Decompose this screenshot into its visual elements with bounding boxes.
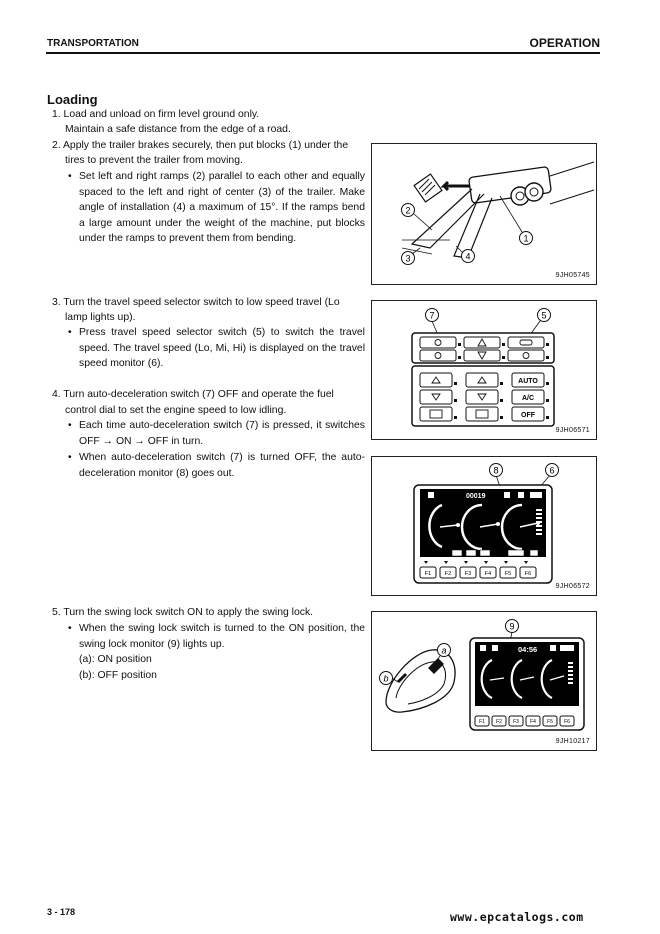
callout-b: b <box>383 673 389 684</box>
fkey-f1: F1 <box>479 719 485 725</box>
auto-button-label: AUTO <box>518 378 538 385</box>
figure-swing-lock <box>371 611 597 751</box>
step-5-bullet: When the swing lock switch is turned to the ON position, the swing lock monitor (9) lights up. <box>79 623 365 650</box>
fkey-f6: F6 <box>524 571 532 577</box>
fkey-f1: F1 <box>424 571 432 577</box>
switch-panel-illustration <box>372 301 596 439</box>
figure-switch-panel <box>371 300 597 440</box>
callout-1: 1 <box>523 233 529 244</box>
ac-button-label: A/C <box>521 395 535 402</box>
callout-7: 7 <box>429 310 435 321</box>
figure-monitor-panel <box>371 456 597 596</box>
callout-3: 3 <box>405 253 411 264</box>
figure-code: 9JH10217 <box>555 738 590 745</box>
bullet-icon: • <box>68 452 72 463</box>
step-5-off: (b): OFF position <box>79 670 157 681</box>
fkey-f3: F3 <box>464 571 472 577</box>
header-rule <box>46 52 600 54</box>
callout-2: 2 <box>405 205 411 216</box>
step-1-note: Maintain a safe distance from the edge of a road. <box>65 124 291 135</box>
callout-6: 6 <box>549 465 555 476</box>
fkey-f6: F6 <box>564 719 570 725</box>
figure-code: 9JH06572 <box>555 583 590 590</box>
fkey-f3: F3 <box>513 719 519 725</box>
step-3-cont: lamp lights up). <box>65 312 136 323</box>
step-3: 3. Turn the travel speed selector switch to low speed travel (Lo <box>52 297 340 308</box>
fkey-f5: F5 <box>504 571 512 577</box>
step-2-cont: tires to prevent the trailer from moving. <box>65 155 243 166</box>
callout-9: 9 <box>509 621 515 632</box>
page-number: 3 - 178 <box>47 907 76 917</box>
monitor-panel-illustration <box>372 457 596 595</box>
clock-readout: 04:56 <box>518 645 538 654</box>
step-2-bullet: Set left and right ramps (2) parallel to each other and equally spaced to the left and right of center (3) of the trailer. Make angle of installation (4) a maximum of 15°. If the ramps bend a large amount under the weight of the machine, put blocks under the ramps to prevent them from bending. <box>79 171 365 245</box>
step-4: 4. Turn auto-deceleration switch (7) OFF and operate the fuel <box>52 389 334 400</box>
header-chapter: OPERATION <box>529 36 600 50</box>
swing-lock-illustration <box>372 612 596 750</box>
step-5-on: (a): ON position <box>79 654 152 665</box>
step-4-cont: control dial to set the engine speed to low idling. <box>65 405 287 416</box>
step-3-bullet: Press travel speed selector switch (5) to switch the travel speed. The travel speed (Lo, Mi, Hi) is displayed on the travel speed monitor (6). <box>79 327 365 370</box>
off-button-label: OFF <box>521 412 535 419</box>
bullet-icon: • <box>68 420 72 431</box>
bullet-icon: • <box>68 171 72 182</box>
fkey-f2: F2 <box>496 719 502 725</box>
callout-5: 5 <box>541 310 547 321</box>
fkey-f4: F4 <box>484 571 492 577</box>
step-4-bullet-2: When auto-deceleration switch (7) is turned OFF, the auto-deceleration monitor (8) goes out. <box>79 452 365 479</box>
trailer-ramps-illustration <box>372 144 596 284</box>
fkey-f2: F2 <box>444 571 452 577</box>
hour-meter-readout: 00019 <box>466 493 486 500</box>
step-1: 1. Load and unload on firm level ground only. <box>52 109 260 120</box>
step-5: 5. Turn the swing lock switch ON to apply the swing lock. <box>52 607 314 618</box>
fkey-f4: F4 <box>530 719 536 725</box>
bullet-icon: • <box>68 623 72 634</box>
figure-trailer-ramps <box>371 143 597 285</box>
figure-code: 9JH06571 <box>555 427 590 434</box>
figure-code: 9JH05745 <box>555 272 590 279</box>
step-2: 2. Apply the trailer brakes securely, then put blocks (1) under the <box>52 140 349 151</box>
callout-8: 8 <box>493 465 499 476</box>
watermark-link[interactable]: www.epcatalogs.com <box>450 910 584 924</box>
bullet-icon: • <box>68 327 72 338</box>
section-title: Loading <box>47 92 98 107</box>
header-section: TRANSPORTATION <box>47 38 139 49</box>
callout-a: a <box>441 645 447 656</box>
fkey-f5: F5 <box>547 719 553 725</box>
callout-4: 4 <box>465 251 471 262</box>
step-4-bullet-1: Each time auto-deceleration switch (7) is pressed, it switches OFF → ON → OFF in turn. <box>79 420 365 447</box>
